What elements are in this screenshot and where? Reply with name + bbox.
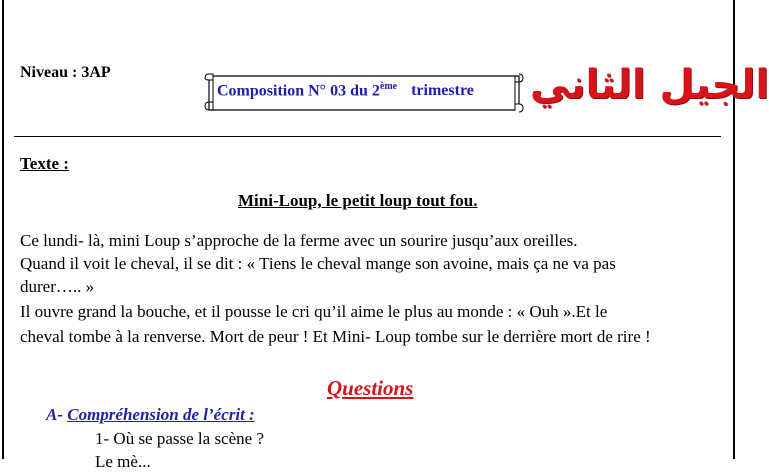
- story-line: cheval tombe à la renverse. Mort de peur ! Et Mini- Loup tombe sur le derrière mort de rire !: [20, 327, 651, 346]
- header-divider: [14, 136, 721, 137]
- section-a-title: Compréhension de l’écrit :: [67, 405, 255, 424]
- page-border-left: [2, 0, 4, 459]
- story-title: Mini-Loup, le petit loup tout fou.: [238, 191, 478, 210]
- composition-banner: [203, 72, 525, 114]
- story-line: Il ouvre grand la bouche, et il pousse le cri qu’il aime le plus au monde : « Ouh ».Et le: [20, 302, 608, 321]
- question-item: 1- Où se passe la scène ?: [95, 429, 264, 448]
- composition-title: [217, 81, 474, 100]
- level-label: Niveau : 3AP: [20, 64, 111, 81]
- texte-label: Texte :: [20, 154, 69, 173]
- composition-term: trimestre: [411, 82, 474, 100]
- section-a-heading: [46, 405, 255, 425]
- story-line: durer….. »: [20, 277, 95, 296]
- composition-main: Composition N° 03 du 2: [217, 82, 380, 100]
- arabic-logo: الجيل الثاني: [530, 62, 769, 108]
- composition-sup: ème: [379, 81, 398, 92]
- story-line: Quand il voit le cheval, il se dit : « Tiens le cheval mange son avoine, mais ça ne va pas: [20, 254, 616, 273]
- story-line: Ce lundi- là, mini Loup s’approche de la ferme avec un sourire jusqu’aux oreilles.: [20, 231, 578, 250]
- question-item: Le mè...: [95, 452, 151, 471]
- section-a-prefix: A-: [46, 405, 68, 424]
- questions-heading: Questions: [327, 376, 414, 400]
